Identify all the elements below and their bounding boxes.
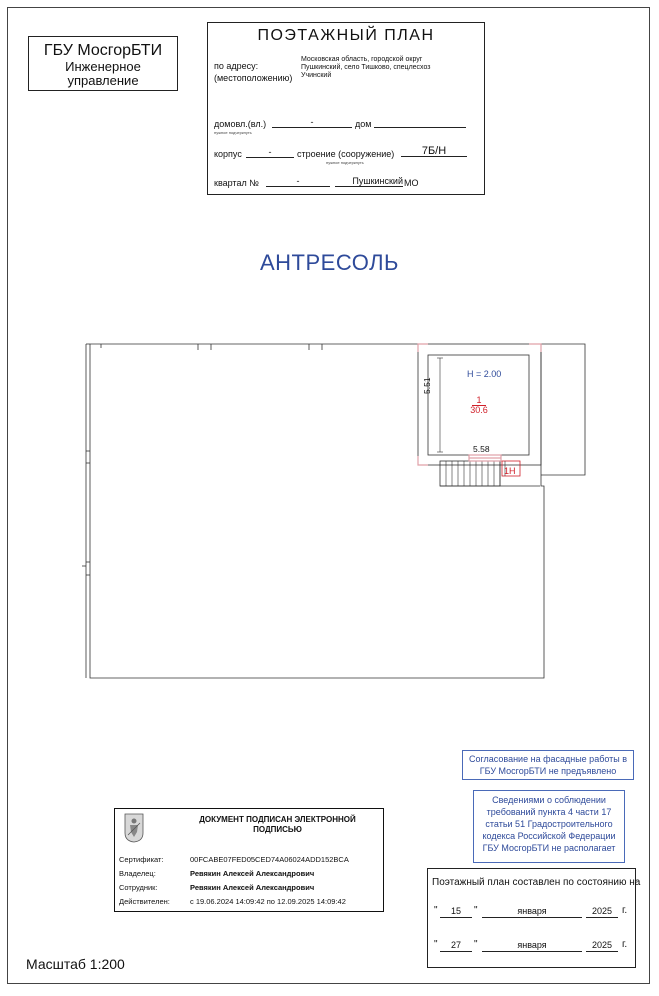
quote-close-2: " xyxy=(474,939,478,950)
department-line2: управление xyxy=(67,73,139,88)
room-number: 1 xyxy=(472,396,486,406)
address-line2: Пушкинский, село Тишково, спецлесхоз xyxy=(301,64,431,71)
date2-day: 27 xyxy=(440,939,472,952)
date1-year-suffix: г. xyxy=(622,905,628,916)
date-caption: Поэтажный план составлен по состоянию на xyxy=(432,877,641,888)
plan-date-box xyxy=(427,868,641,968)
domovl-label: домовл.(вл.) xyxy=(214,119,267,129)
district-field: Пушкинский xyxy=(335,176,403,187)
korpus-label: корпус xyxy=(214,149,242,159)
department-line1: Инженерное xyxy=(65,59,141,74)
address-label: по адресу: xyxy=(214,61,259,71)
owner-value: Ревякин Алексей Александрович xyxy=(190,869,315,878)
floor-title: АНТРЕСОЛЬ xyxy=(260,250,399,275)
address-line1: Московская область, городской округ xyxy=(301,56,423,63)
certificate-value: 00FCABE07FED05CED74A06024ADD152BCA xyxy=(190,855,349,864)
address-line3: Учинский xyxy=(301,72,332,79)
kvartal-label: квартал № xyxy=(214,178,259,188)
validity-label: Действителен: xyxy=(119,897,170,906)
scale-label: Масштаб 1:200 xyxy=(26,956,125,972)
certificate-label: Сертификат: xyxy=(119,855,164,864)
header-title: ПОЭТАЖНЫЙ ПЛАН xyxy=(257,27,435,44)
date1-day: 15 xyxy=(440,905,472,918)
date2-year-suffix: г. xyxy=(622,939,628,950)
stroenie-field: 7Б/Н xyxy=(401,146,467,157)
employee-label: Сотрудник: xyxy=(119,883,158,892)
quote-open-1: " xyxy=(434,905,438,916)
facade-notice: Согласование на фасадные работы в ГБУ МосгорБТИ не предъявлено xyxy=(462,750,634,780)
owner-label: Владелец: xyxy=(119,869,156,878)
hint-underline-1: нужное подчеркнуть xyxy=(214,130,252,135)
hint-underline-2: нужное подчеркнуть xyxy=(326,160,364,165)
validity-value: с 19.06.2024 14:09:42 по 12.09.2025 14:09:42 xyxy=(190,897,346,906)
kvartal-field: - xyxy=(266,176,330,187)
quote-close-1: " xyxy=(474,905,478,916)
quote-open-2: " xyxy=(434,939,438,950)
domovl-field: - xyxy=(272,117,352,128)
dimension-vertical: 5.51 xyxy=(422,377,432,394)
employee-value: Ревякин Алексей Александрович xyxy=(190,883,315,892)
signature-title: ДОКУМЕНТ ПОДПИСАН ЭЛЕКТРОННОЙ ПОДПИСЬЮ xyxy=(199,815,356,834)
district-suffix: МО xyxy=(404,178,419,188)
date1-year: 2025 xyxy=(586,905,618,918)
stroenie-label: строение (сооружение) xyxy=(297,149,395,159)
compliance-notice: Сведениями о соблюдении требований пункта 4 части 17 статьи 51 Градостроительного кодекса Российской Федерации ГБУ МосгорБТИ не располагает xyxy=(473,790,625,863)
location-label: (местоположению) xyxy=(214,73,293,83)
korpus-field: - xyxy=(246,147,294,158)
stair-label: 1Н xyxy=(504,466,516,476)
dimension-horizontal: 5.58 xyxy=(473,444,490,454)
dom-label: дом xyxy=(355,119,372,129)
room-height-label: H = 2.00 xyxy=(467,369,502,379)
date2-year: 2025 xyxy=(586,939,618,952)
date2-month: января xyxy=(482,939,582,952)
organization-name: ГБУ МосгорБТИ xyxy=(43,42,163,59)
date1-month: января xyxy=(482,905,582,918)
electronic-signature-stamp xyxy=(114,808,384,912)
room-area: 30.6 xyxy=(470,405,488,415)
moscow-emblem-icon xyxy=(124,813,144,843)
